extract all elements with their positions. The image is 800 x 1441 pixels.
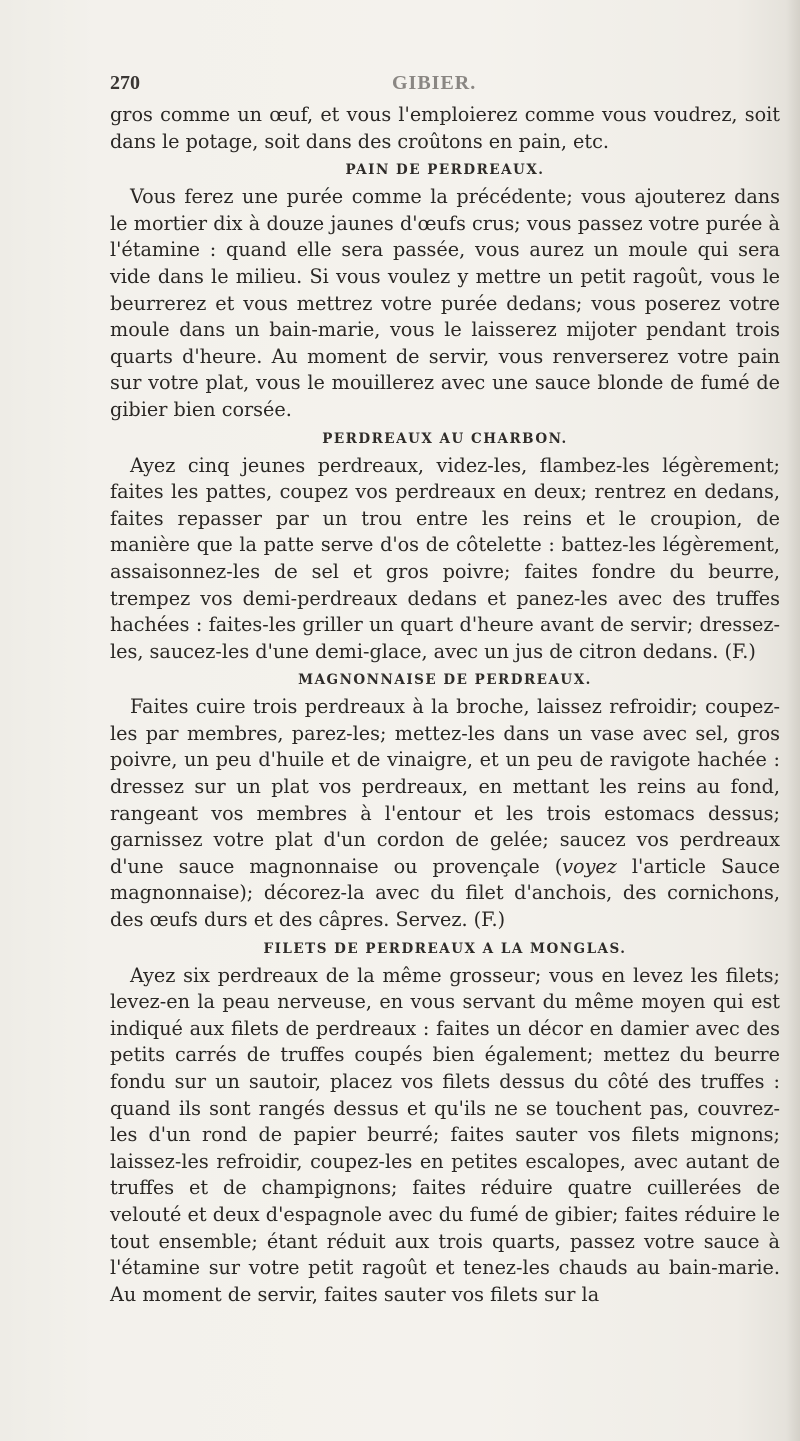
running-title: GIBIER. xyxy=(392,72,477,94)
section-heading-pain-de-perdreaux: PAIN DE PERDREAUX. xyxy=(345,162,545,179)
running-header xyxy=(110,72,780,102)
section-heading-perdreaux-au-charbon: PERDREAUX AU CHARBON. xyxy=(322,430,568,447)
page-content xyxy=(110,72,780,1308)
section-text-magnonnaise-de-perdreaux xyxy=(110,694,780,933)
section-text-pain-de-perdreaux: Vous ferez une purée comme la précédente; vous ajouterez dans le mortier dix à douze jaunes d'œufs crus; vous passez votre purée à l'étamine : quand elle sera passée, vous aurez un moule qui sera vide dans le milieu. Si vous voulez y mettre un petit ragoût, vous le beurrerez et vous mettrez votre purée dedans; vous poserez votre moule dans un bain-marie, vous le laisserez mijoter pendant trois quarts d'heure. Au moment de servir, vous renverserez votre pain sur votre plat, vous le mouillerez avec une sauce blonde de fumé de gibier bien corsée. xyxy=(110,185,780,421)
continued-paragraph: gros comme un œuf, et vous l'emploierez comme vous voudrez, soit dans le potage, soit dans des croûtons en pain, etc. xyxy=(110,103,780,153)
magnonnaise-text-part-2: l'article Sauce magnonnaise); décorez-la avec du filet d'anchois, des cornichons, des œufs durs et des câpres. Servez. (F.) xyxy=(110,854,780,932)
section-heading-filets-de-perdreaux-monglas: FILETS DE PERDREAUX A LA MONGLAS. xyxy=(263,940,627,957)
section-text-filets-de-perdreaux-monglas: Ayez six perdreaux de la même grosseur; vous en levez les filets; levez-en la peau nerveuse, en vous servant du même moyen qui est indiqué aux filets de perdreaux : faites un décor en damier avec des petits carrés de truffes coupés bien également; mettez du beurre fondu sur un sautoir, placez vos filets dessus du côté des truffes : quand ils sont rangés dessus et qu'ils ne se touchent pas, couvrez-les d'un rond de papier beurré; faites sauter vos filets mignons; laissez-les refroidir, coupez-les en petites escalopes, avec autant de truffes et de champignons; faites réduire quatre cuillerées de velouté et deux d'espagnole avec du fumé de gibier; faites réduire le tout ensemble; étant réduit aux trois quarts, passez votre sauce à l'étamine sur votre petit ragoût et tenez-les chauds au bain-marie. Au moment de servir, faites sauter vos filets sur la xyxy=(110,963,780,1306)
page-number: 270 xyxy=(110,72,140,94)
section-heading-magnonnaise-de-perdreaux: MAGNONNAISE DE PERDREAUX. xyxy=(298,672,592,689)
magnonnaise-text-part-1: Faites cuire trois perdreaux à la broche, laissez refroidir; coupez-les par membres, parez-les; mettez-les dans un vase avec sel, gros poivre, un peu d'huile et de vinaigre, et un peu de ravigote hachée : dressez sur un plat vos perdreaux, en mettant les reins au fond, rangeant vos membres à l'entour et les trois estomacs dessus; garnissez votre plat d'un cordon de gelée; saucez vos perdreaux d'une sauce magnonnaise ou provençale ( xyxy=(110,695,780,878)
page-edge-shadow xyxy=(786,0,800,1441)
section-text-perdreaux-au-charbon: Ayez cinq jeunes perdreaux, videz-les, flambez-les légèrement; faites les pattes, coupez vos perdreaux en deux; rentrez en dedans, faites repasser par un trou entre les reins et le croupion, de manière que la patte serve d'os de côtelette : battez-les légèrement, assaisonnez-les de sel et gros poivre; faites fondre du beurre, trempez vos demi-perdreaux dedans et panez-les avec des truffes hachées : faites-les griller un quart d'heure avant de servir; dressez-les, saucez-les d'une demi-glace, avec un jus de citron dedans. (F.) xyxy=(110,453,780,663)
magnonnaise-text-italic: voyez xyxy=(562,854,617,878)
